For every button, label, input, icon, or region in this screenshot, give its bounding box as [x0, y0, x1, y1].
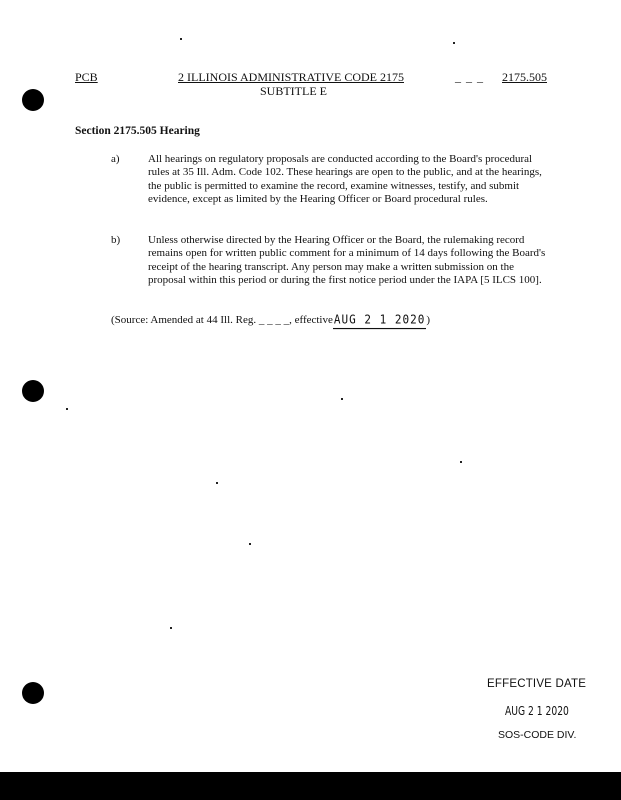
scan-speck [216, 482, 218, 484]
effective-date-stamp [487, 678, 597, 741]
source-prefix: (Source: Amended at 44 Ill. Reg. _ _ _ _, effective [111, 314, 333, 326]
effective-date-value: AUG 2 1 2020 [505, 704, 569, 718]
header-code-title: 2 ILLINOIS ADMINISTRATIVE CODE 2175 [178, 70, 404, 84]
header-subtitle: SUBTITLE E [260, 84, 327, 98]
paragraph-b [111, 234, 551, 288]
scan-speck [180, 38, 182, 40]
scan-speck [460, 461, 462, 463]
paragraph-a [111, 153, 551, 207]
header-agency: PCB [75, 70, 98, 84]
scan-speck [66, 408, 68, 410]
effective-date-division: SOS-CODE DIV. [498, 729, 577, 741]
paragraph-label: a) [111, 153, 120, 165]
scan-border-bar [0, 772, 621, 800]
punch-hole [22, 380, 44, 402]
source-date-stamp: AUG 2 1 2020 [333, 312, 426, 329]
scan-speck [341, 398, 343, 400]
paragraph-label: b) [111, 234, 121, 246]
paragraph-text: Unless otherwise directed by the Hearing Officer or the Board, the rulemaking record remains open for written public comment for a minimum of 14 days following the Board's receipt of the hearing transcript. Any person may make a written submission on the proposal within this period or during the first notice period under the IAPA [5 ILCS 100]. [148, 234, 546, 287]
header-blanks: _ _ _ [455, 70, 484, 84]
section-title: Section 2175.505 Hearing [75, 125, 200, 137]
punch-hole [22, 89, 44, 111]
paragraph-text: All hearings on regulatory proposals are conducted according to the Board's procedural rules at 35 Ill. Adm. Code 102. These hearings are open to the public, and at the hearings, the public is permitted to examine the record, examine witnesses, testify, and submit evidence, except as limited by the Hearing Officer or Board procedural rules. [148, 153, 542, 206]
scan-speck [453, 42, 455, 44]
scan-speck [249, 543, 251, 545]
source-suffix: ) [426, 314, 431, 326]
punch-hole [22, 682, 44, 704]
scan-speck [170, 627, 172, 629]
header-section-ref: 2175.505 [502, 70, 547, 84]
source-note [111, 313, 430, 328]
effective-date-title: EFFECTIVE DATE [487, 678, 587, 690]
